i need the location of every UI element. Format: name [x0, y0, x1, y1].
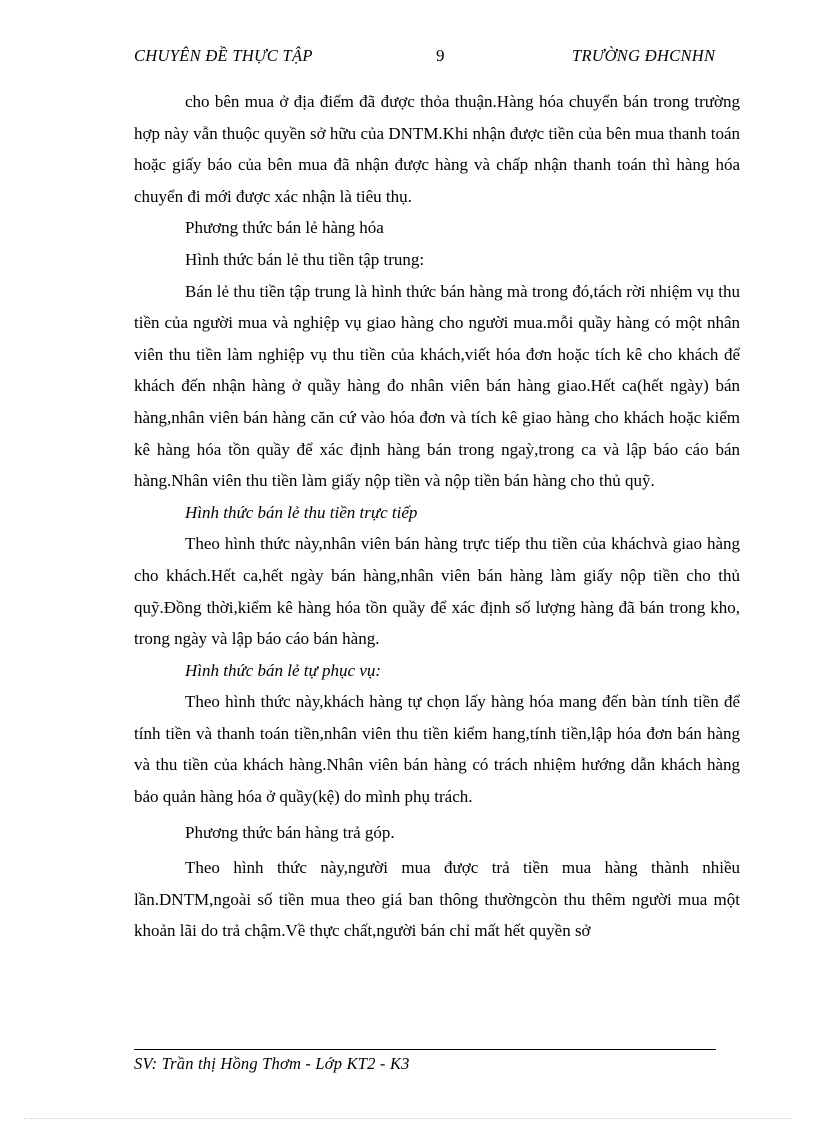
paragraph-self-service: Theo hình thức này,khách hàng tự chọn lấy hàng hóa mang đến bàn tính tiền để tính tiền và thanh toán tiền,nhân viên thu tiền kiểm hang,tính tiền,lập hóa đơn bán hàng và thu tiền của khách hàng.Nhân viên bán hàng có trách nhiệm hướng dẫn khách hàng bảo quản hàng hóa ở quầy(kệ) do mình phụ trách. [134, 692, 740, 807]
paragraph-centralized-collection: Bán lẻ thu tiền tập trung là hình thức bán hàng mà trong đó,tách rời nhiệm vụ thu tiền của người mua và nghiệp vụ giao hàng cho người mua.mỗi quầy hàng có một nhân viên thu tiền làm nghiệp vụ thu tiền của khách,viết hóa đơn hoặc tích kê cho khách để khách đến nhận hàng ở quầy hàng đo nhân viên bán hàng giao.Hết ca(hết ngày) bán hàng,nhân viên bán hàng căn cứ vào hóa đơn và tích kê giao hàng cho khách hoặc kiểm kê hàng hóa tồn quầy để xác định hàng bán trong ngaỳ,trong ca và lập báo cáo bán hàng.Nhân viên thu tiền làm giấy nộp tiền và nộp tiền bán hàng cho thủ quỹ. [134, 281, 740, 491]
paragraph-installment: Theo hình thức này,người mua được trả tiền mua hàng thành nhiều lần.DNTM,ngoài số tiền mua theo giá ban thông thườngcòn thu thêm người mua một khoản lãi do trả chậm.Về thực chất,người bán chỉ mất hết quyền sở [134, 858, 740, 941]
heading-centralized-collection: Hình thức bán lẻ thu tiền tập trung: [185, 249, 425, 269]
heading-installment: Phương thức bán hàng trả góp. [185, 822, 395, 842]
header-page-number: 9 [436, 46, 445, 65]
paragraph-direct-collection: Theo hình thức này,nhân viên bán hàng trực tiếp thu tiền của kháchvà giao hàng cho khách.Hết ca,hết ngày bán hàng,nhân viên bán hàng làm giấy nộp tiền cho thủ quỹ.Đồng thời,kiểm kê hàng hóa tồn quầy để xác định số lượng hàng đã bán trong kho, trong ngày và lập báo cáo bán hàng. [134, 534, 740, 649]
page-bottom-edge [24, 1118, 792, 1119]
header-document-title: CHUYÊN ĐỀ THỰC TẬP [134, 46, 313, 65]
footer-student-info: SV: Trần thị Hồng Thơm - Lớp KT2 - K3 [134, 1054, 410, 1073]
document-body [134, 86, 740, 947]
header-school-name: TRƯỜNG ĐHCNHN [572, 46, 716, 65]
heading-direct-collection: Hình thức bán lẻ thu tiền trực tiếp [185, 502, 418, 522]
heading-retail-methods: Phương thức bán lẻ hàng hóa [185, 218, 384, 238]
paragraph-consignment: cho bên mua ở địa điểm đã được thỏa thuận.Hàng hóa chuyển bán trong trường hợp này vẫn thuộc quyền sở hữu của DNTM.Khi nhận được tiền của bên mua thanh toán hoặc giấy báo của bên mua đã nhận được hàng và chấp nhận thanh toán thì hàng hóa chuyển đi mới được xác nhận là tiêu thụ. [134, 92, 740, 206]
footer-divider [134, 1049, 716, 1050]
page-header [134, 46, 724, 70]
heading-self-service: Hình thức bán lẻ tự phục vụ: [185, 660, 382, 680]
